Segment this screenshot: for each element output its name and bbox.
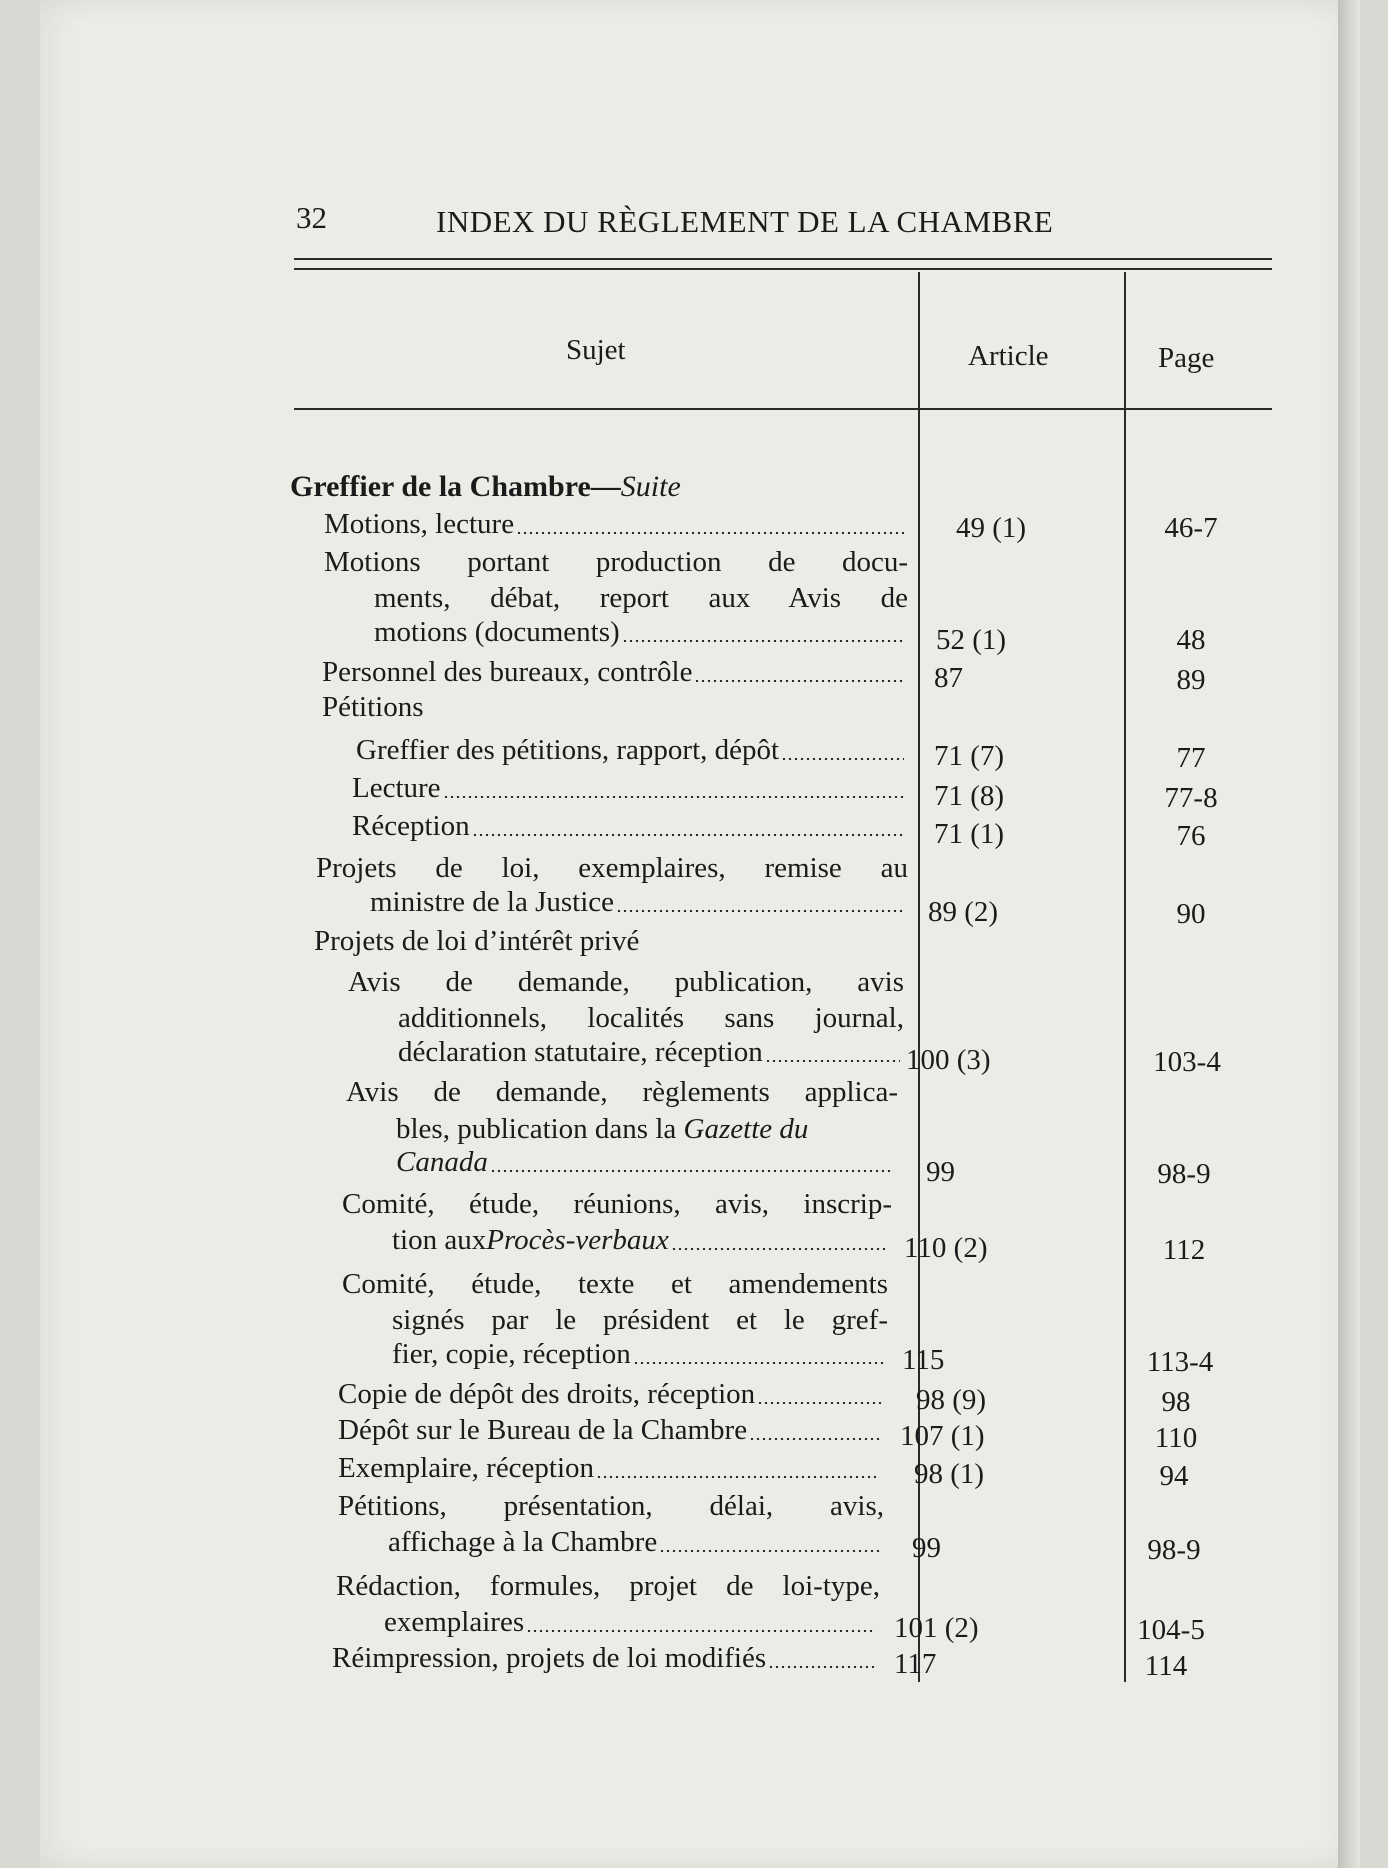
article-ref: 110 (2) bbox=[904, 1232, 988, 1264]
index-entry bbox=[384, 1606, 880, 1639]
entry-text: Motions, lecture bbox=[324, 508, 515, 540]
entry-text: Personnel des bureaux, contrôle bbox=[322, 656, 693, 688]
page-ref: 77 bbox=[1176, 742, 1206, 774]
entry-text: ministre de la Justice bbox=[370, 886, 615, 918]
page-ref: 46-7 bbox=[1164, 512, 1218, 544]
article-ref: 49 (1) bbox=[956, 512, 1027, 544]
column-header-page: Page bbox=[1158, 342, 1215, 374]
index-entry bbox=[338, 1452, 884, 1485]
article-ref: 71 (8) bbox=[934, 780, 1005, 812]
entry-text: déclaration statutaire, réception bbox=[398, 1036, 763, 1068]
entry-text: Rédaction, formules, projet de loi-type, bbox=[336, 1570, 880, 1602]
dot-leader bbox=[622, 640, 904, 642]
entry-text: ments, débat, report aux Avis de bbox=[374, 582, 908, 614]
dot-leader bbox=[659, 1550, 880, 1552]
entry-text: Copie de dépôt des droits, réception bbox=[338, 1378, 756, 1410]
entry-text-line bbox=[396, 1112, 898, 1146]
dot-leader bbox=[616, 910, 904, 912]
index-entry bbox=[396, 1146, 898, 1179]
page-ref: 103-4 bbox=[1153, 1046, 1221, 1078]
dot-leader bbox=[757, 1402, 882, 1404]
section-suffix: Suite bbox=[620, 470, 681, 503]
page-ref: 76 bbox=[1176, 820, 1206, 852]
entry-text: exemplaires bbox=[384, 1606, 525, 1638]
column-header-subject: Sujet bbox=[566, 334, 626, 366]
page-ref: 98-9 bbox=[1157, 1158, 1211, 1190]
index-entry bbox=[332, 1642, 878, 1675]
entry-text: Exemplaire, réception bbox=[338, 1452, 595, 1484]
page-ref: 94 bbox=[1159, 1460, 1189, 1492]
dot-leader bbox=[472, 834, 904, 836]
entry-text: tion aux bbox=[392, 1224, 487, 1256]
article-ref: 71 (7) bbox=[934, 740, 1005, 772]
dot-leader bbox=[749, 1438, 880, 1440]
dot-leader bbox=[516, 532, 904, 534]
article-ref: 89 (2) bbox=[928, 896, 999, 928]
entry-text-italic: Procès-verbaux bbox=[486, 1224, 669, 1256]
index-entry bbox=[370, 886, 908, 919]
article-ref: 115 bbox=[902, 1344, 945, 1376]
article-ref: 101 (2) bbox=[894, 1612, 979, 1644]
index-entry bbox=[392, 1224, 892, 1257]
entry-text: Comité, étude, réunions, avis, inscrip- bbox=[342, 1188, 892, 1220]
entry-text: Avis de demande, règlements applica- bbox=[346, 1076, 898, 1108]
entry-text: Motions portant production de docu- bbox=[324, 546, 908, 578]
article-ref: 100 (3) bbox=[906, 1044, 991, 1076]
page-ref: 90 bbox=[1176, 898, 1206, 930]
index-entry bbox=[374, 616, 908, 649]
entry-text: Pétitions bbox=[322, 691, 424, 723]
page-ref: 112 bbox=[1162, 1234, 1206, 1266]
index-entry bbox=[352, 810, 908, 843]
page-ref: 98-9 bbox=[1147, 1534, 1201, 1566]
page-ref: 48 bbox=[1176, 624, 1206, 656]
entry-text-italic: Gazette du bbox=[683, 1113, 809, 1145]
page-ref: 110 bbox=[1154, 1422, 1198, 1454]
section-title: Greffier de la Chambre— bbox=[290, 470, 621, 503]
article-ref: 117 bbox=[894, 1648, 937, 1680]
index-entry bbox=[392, 1338, 888, 1371]
page-ref: 113-4 bbox=[1146, 1346, 1214, 1378]
entry-text: Projets de loi d’intérêt privé bbox=[314, 925, 640, 957]
index-entry bbox=[352, 772, 908, 805]
section-heading bbox=[290, 470, 681, 504]
page-number: 32 bbox=[296, 200, 327, 235]
entry-text: Avis de demande, publication, avis bbox=[348, 966, 904, 998]
article-ref: 99 bbox=[926, 1156, 955, 1188]
dot-leader bbox=[633, 1362, 884, 1364]
entry-text: Projets de loi, exemplaires, remise au bbox=[316, 852, 908, 884]
dot-leader bbox=[768, 1666, 874, 1668]
dot-leader bbox=[526, 1630, 876, 1632]
entry-text: signés par le président et le gref- bbox=[392, 1304, 888, 1336]
page-ref: 89 bbox=[1176, 664, 1206, 696]
article-ref: 107 (1) bbox=[900, 1420, 985, 1452]
entry-text: fier, copie, réception bbox=[392, 1338, 631, 1370]
running-head: INDEX DU RÈGLEMENT DE LA CHAMBRE bbox=[436, 204, 1054, 239]
index-entry bbox=[338, 1378, 886, 1411]
top-rule-1 bbox=[294, 258, 1272, 260]
index-entry bbox=[356, 734, 908, 767]
entry-text: Réimpression, projets de loi modifiés bbox=[332, 1642, 767, 1674]
dot-leader bbox=[443, 796, 904, 798]
dot-leader bbox=[490, 1170, 894, 1172]
entry-text: additionnels, localités sans journal, bbox=[398, 1002, 904, 1034]
column-header-article: Article bbox=[968, 340, 1049, 372]
page-ref: 77-8 bbox=[1164, 782, 1218, 814]
entry-text: Réception bbox=[352, 810, 470, 842]
page-ref: 98 bbox=[1161, 1386, 1191, 1418]
entry-text: affichage à la Chambre bbox=[388, 1526, 658, 1558]
dot-leader bbox=[694, 680, 904, 682]
article-ref: 99 bbox=[912, 1532, 941, 1564]
article-ref: 71 (1) bbox=[934, 818, 1005, 850]
dot-leader bbox=[781, 758, 904, 760]
article-ref: 98 (1) bbox=[914, 1458, 985, 1490]
index-entry bbox=[398, 1036, 904, 1069]
entry-text: Greffier des pétitions, rapport, dépôt bbox=[356, 734, 780, 766]
article-ref: 98 (9) bbox=[916, 1384, 987, 1416]
dot-leader bbox=[596, 1476, 880, 1478]
article-ref: 87 bbox=[934, 662, 963, 694]
index-entry bbox=[338, 1414, 884, 1447]
top-rule-2 bbox=[294, 268, 1272, 270]
entry-text: motions (documents) bbox=[374, 616, 620, 648]
index-entry bbox=[322, 656, 908, 689]
entry-text: Comité, étude, texte et amendements bbox=[342, 1268, 888, 1300]
dot-leader bbox=[671, 1248, 888, 1250]
index-entry bbox=[388, 1526, 884, 1559]
article-ref: 52 (1) bbox=[936, 624, 1007, 656]
entry-text-italic: Canada bbox=[396, 1146, 488, 1178]
dot-leader bbox=[765, 1060, 900, 1062]
index-entry bbox=[324, 508, 908, 541]
entry-text: Dépôt sur le Bureau de la Chambre bbox=[338, 1414, 748, 1446]
entry-text: bles, publication dans la bbox=[396, 1113, 684, 1145]
page-ref: 104-5 bbox=[1137, 1614, 1205, 1646]
entry-text: Lecture bbox=[352, 772, 441, 804]
entry-text: Pétitions, présentation, délai, avis, bbox=[338, 1490, 884, 1522]
page-ref: 114 bbox=[1144, 1650, 1188, 1682]
